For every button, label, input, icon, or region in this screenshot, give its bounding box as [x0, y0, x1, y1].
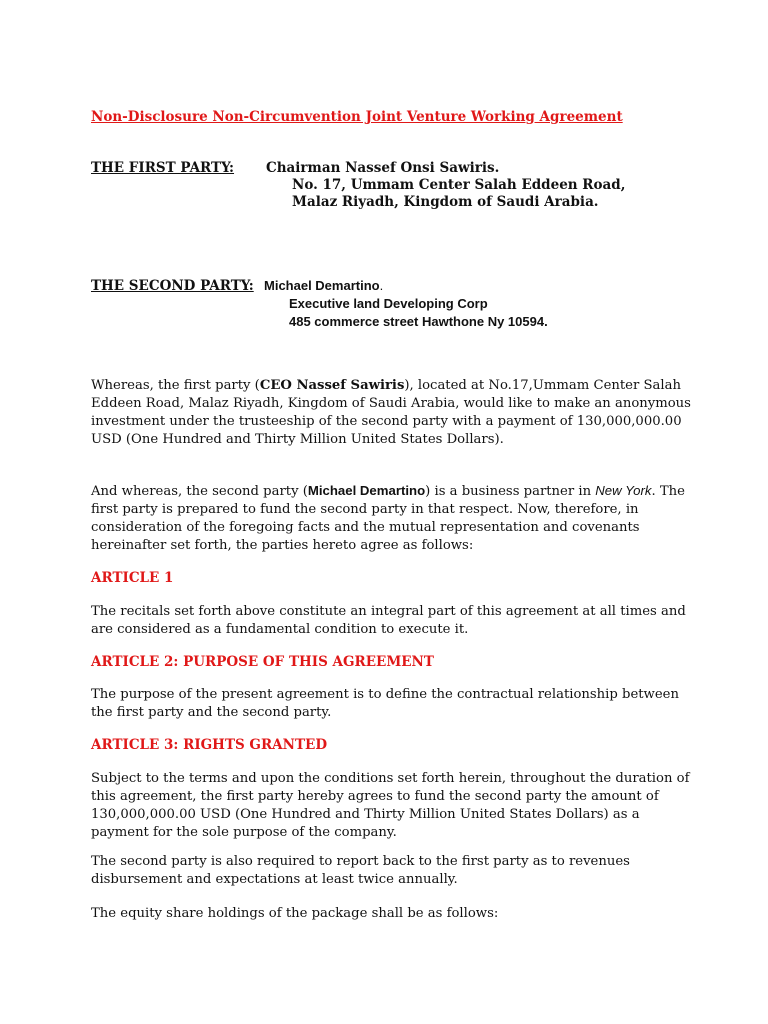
whereas-1-highlight: CEO Nassef Sawiris: [259, 378, 405, 393]
second-party-address: 485 commerce street Hawthone Ny 10594.: [289, 314, 548, 329]
whereas-2-mid: ) is a business partner in: [425, 484, 596, 499]
article-3-text-2: The second party is also required to report back to the first party as to revenues disbursement and expectations at least twice annually.: [91, 854, 630, 887]
first-party-address-line-1: No. 17, Ummam Center Salah Eddeen Road,: [292, 177, 626, 193]
article-3-text-3: The equity share holdings of the package shall be as follows:: [91, 906, 499, 921]
whereas-paragraph-2: [91, 482, 691, 555]
article-1-heading: ARTICLE 1: [91, 570, 174, 586]
second-party-company: Executive land Developing Corp: [289, 296, 488, 311]
whereas-2-pre: And whereas, the second party (: [91, 484, 308, 499]
article-2-text: The purpose of the present agreement is to define the contractual relationship between the first party and the second party.: [91, 687, 679, 720]
second-party-label: THE SECOND PARTY:: [91, 278, 254, 294]
second-party-name: Michael Demartino: [264, 278, 380, 293]
whereas-1-pre: Whereas, the first party (: [91, 378, 260, 393]
whereas-2-highlight: Michael Demartino: [307, 483, 426, 498]
second-party-name-line: [264, 278, 383, 293]
first-party-label: THE FIRST PARTY:: [91, 160, 235, 176]
article-3-heading: ARTICLE 3: RIGHTS GRANTED: [91, 737, 328, 753]
whereas-2-post: . The first party is prepared to fund the second party in that respect. Now, therefore, in consideration of the foregoing facts and the mutual representation and covenants hereinafter set forth, the parties hereto agree as follows:: [91, 484, 685, 553]
article-1-text: The recitals set forth above constitute an integral part of this agreement at all times and are considered as a fundamental condition to execute it.: [91, 604, 686, 637]
whereas-paragraph-1: [91, 377, 691, 449]
second-party-name-suffix: .: [379, 278, 384, 293]
article-2-heading: ARTICLE 2: PURPOSE OF THIS AGREEMENT: [91, 654, 434, 670]
article-3-text-1: Subject to the terms and upon the conditions set forth herein, throughout the duration of this agreement, the first party hereby agrees to fund the second party the amount of 130,000,000.00 USD (One Hundred and Thirty Million United States Dollars) as a payment for the sole purpose of the company.: [91, 771, 690, 840]
first-party-name: Chairman Nassef Onsi Sawiris.: [266, 160, 500, 176]
whereas-2-location: New York: [595, 483, 652, 498]
document-title: Non-Disclosure Non-Circumvention Joint Venture Working Agreement: [91, 109, 623, 125]
first-party-address-line-2: Malaz Riyadh, Kingdom of Saudi Arabia.: [292, 194, 599, 210]
whereas-1-post: ), located at No.17,Ummam Center Salah Eddeen Road, Malaz Riyadh, Kingdom of Saudi Arabia, would like to make an anonymous investment under the trusteeship of the second party with a payment of 130,000,000.00 USD (One Hundred and Thirty Million United States Dollars).: [91, 378, 691, 447]
